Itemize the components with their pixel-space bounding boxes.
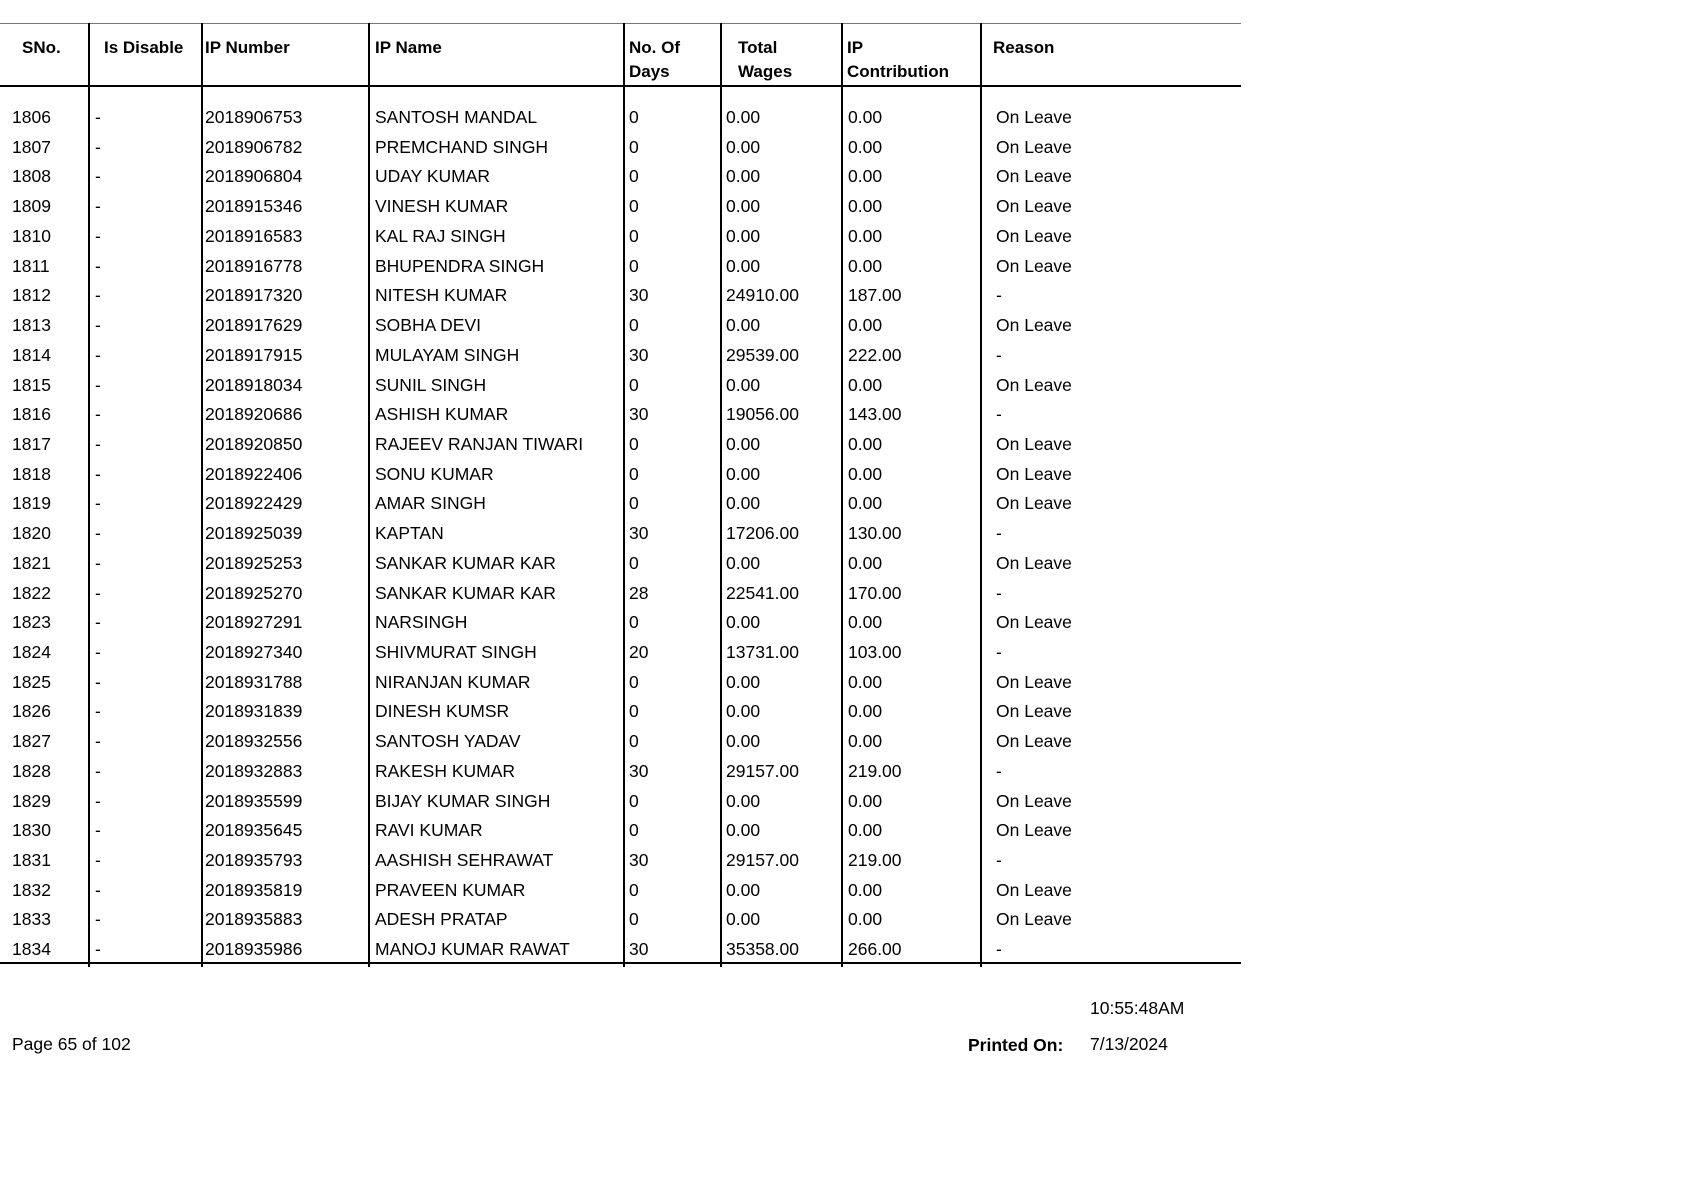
cell-days: 0: [629, 879, 639, 900]
cell-sno: 1815: [12, 374, 51, 395]
cell-wages: 29157.00: [726, 760, 799, 781]
cell-contribution: 0.00: [848, 731, 883, 752]
cell-disable: -: [95, 642, 101, 662]
cell-ip_name: SANKAR KUMAR KAR: [375, 552, 556, 573]
cell-disable: -: [95, 612, 101, 633]
cell-disable: -: [95, 196, 101, 217]
cell-ip_name: RAKESH KUMAR: [375, 760, 516, 781]
cell-days: 0: [629, 731, 639, 752]
cell-disable: -: [95, 433, 101, 454]
printed-time: 10:55:48AM: [1090, 998, 1185, 1018]
cell-sno: 1814: [12, 344, 51, 365]
cell-reason: On Leave: [996, 255, 1072, 276]
cell-ip_number: 2018935819: [205, 879, 303, 900]
cell-disable: -: [95, 255, 101, 276]
cell-days: 0: [629, 225, 639, 246]
cell-days: 0: [629, 374, 639, 395]
cell-wages: 0.00: [726, 463, 761, 484]
cell-disable: -: [95, 374, 101, 395]
cell-ip_name: ASHISH KUMAR: [375, 404, 509, 425]
cell-ip_number: 2018917629: [205, 315, 303, 335]
cell-reason: -: [996, 642, 1002, 662]
cell-ip_name: MANOJ KUMAR RAWAT: [375, 939, 570, 960]
cell-reason: -: [996, 523, 1002, 544]
cell-wages: 0.00: [726, 493, 761, 514]
cell-days: 0: [629, 433, 639, 454]
cell-ip_name: ADESH PRATAP: [375, 909, 508, 930]
cell-contribution: 187.00: [848, 285, 902, 306]
cell-ip_name: MULAYAM SINGH: [375, 344, 520, 365]
cell-contribution: 170.00: [848, 582, 902, 603]
cell-days: 0: [629, 552, 639, 573]
cell-contribution: 0.00: [848, 315, 883, 335]
cell-reason: On Leave: [996, 820, 1072, 841]
cell-reason: On Leave: [996, 612, 1072, 633]
cell-ip_number: 2018935986: [205, 939, 303, 960]
cell-disable: -: [95, 552, 101, 573]
cell-sno: 1818: [12, 463, 51, 484]
cell-days: 0: [629, 790, 639, 811]
cell-contribution: 0.00: [848, 879, 883, 900]
column-header-sno: SNo.: [22, 38, 61, 57]
cell-reason: On Leave: [996, 909, 1072, 930]
cell-reason: On Leave: [996, 701, 1072, 722]
cell-ip_number: 2018920686: [205, 404, 303, 425]
cell-sno: 1830: [12, 820, 51, 841]
cell-contribution: 0.00: [848, 671, 883, 692]
cell-disable: -: [95, 582, 101, 603]
cell-sno: 1822: [12, 582, 51, 603]
cell-ip_number: 2018925270: [205, 582, 303, 603]
column-divider: [368, 23, 370, 967]
cell-reason: On Leave: [996, 136, 1072, 157]
cell-wages: 0.00: [726, 612, 761, 633]
cell-days: 0: [629, 909, 639, 930]
cell-days: 0: [629, 315, 639, 335]
cell-reason: On Leave: [996, 463, 1072, 484]
table-bottom-border: [0, 962, 1241, 964]
cell-contribution: 0.00: [848, 255, 883, 276]
cell-sno: 1827: [12, 731, 51, 752]
cell-ip_number: 2018906782: [205, 136, 303, 157]
cell-contribution: 0.00: [848, 196, 883, 217]
cell-reason: On Leave: [996, 196, 1072, 217]
cell-ip_number: 2018927291: [205, 612, 303, 633]
cell-sno: 1812: [12, 285, 51, 306]
cell-wages: 0.00: [726, 166, 761, 187]
cell-ip_name: VINESH KUMAR: [375, 196, 509, 217]
cell-wages: 0.00: [726, 255, 761, 276]
cell-wages: 0.00: [726, 701, 761, 722]
cell-days: 0: [629, 493, 639, 514]
cell-days: 30: [629, 850, 649, 870]
cell-ip_name: RAJEEV RANJAN TIWARI: [375, 433, 584, 454]
cell-reason: -: [996, 939, 1002, 960]
cell-ip_name: SANTOSH YADAV: [375, 731, 521, 752]
cell-ip_number: 2018925253: [205, 552, 303, 573]
cell-ip_number: 2018931788: [205, 671, 303, 692]
cell-wages: 0.00: [726, 136, 761, 157]
cell-sno: 1807: [12, 136, 51, 157]
cell-contribution: 0.00: [848, 552, 883, 573]
cell-contribution: 219.00: [848, 850, 902, 870]
cell-disable: -: [95, 493, 101, 514]
cell-ip_name: RAVI KUMAR: [375, 820, 483, 841]
cell-wages: 0.00: [726, 107, 761, 127]
cell-ip_name: DINESH KUMSR: [375, 701, 510, 722]
cell-reason: On Leave: [996, 731, 1072, 752]
cell-ip_name: AMAR SINGH: [375, 493, 486, 514]
cell-ip_name: BHUPENDRA SINGH: [375, 255, 545, 276]
cell-ip_name: UDAY KUMAR: [375, 166, 491, 187]
cell-wages: 0.00: [726, 374, 761, 395]
cell-sno: 1829: [12, 790, 51, 811]
cell-days: 20: [629, 642, 649, 662]
cell-reason: -: [996, 760, 1002, 781]
cell-sno: 1833: [12, 909, 51, 930]
cell-ip_number: 2018935645: [205, 820, 303, 841]
cell-sno: 1810: [12, 225, 51, 246]
cell-ip_number: 2018906753: [205, 107, 303, 127]
cell-disable: -: [95, 523, 101, 544]
cell-reason: On Leave: [996, 790, 1072, 811]
cell-contribution: 0.00: [848, 909, 883, 930]
cell-wages: 0.00: [726, 731, 761, 752]
cell-reason: -: [996, 344, 1002, 365]
cell-ip_number: 2018906804: [205, 166, 303, 187]
cell-reason: -: [996, 285, 1002, 306]
cell-disable: -: [95, 760, 101, 781]
cell-sno: 1811: [12, 255, 50, 276]
cell-wages: 0.00: [726, 671, 761, 692]
cell-sno: 1817: [12, 433, 51, 454]
cell-contribution: 0.00: [848, 136, 883, 157]
cell-ip_number: 2018935793: [205, 850, 303, 870]
cell-contribution: 0.00: [848, 790, 883, 811]
cell-wages: 29539.00: [726, 344, 799, 365]
cell-ip_name: NITESH KUMAR: [375, 285, 508, 306]
cell-disable: -: [95, 939, 101, 960]
cell-ip_number: 2018931839: [205, 701, 303, 722]
cell-ip_name: BIJAY KUMAR SINGH: [375, 790, 551, 811]
cell-contribution: 103.00: [848, 642, 902, 662]
cell-contribution: 130.00: [848, 523, 902, 544]
cell-days: 0: [629, 612, 639, 633]
cell-sno: 1823: [12, 612, 51, 633]
cell-wages: 0.00: [726, 552, 761, 573]
cell-ip_number: 2018927340: [205, 642, 303, 662]
cell-contribution: 0.00: [848, 107, 883, 127]
cell-wages: 0.00: [726, 315, 761, 335]
cell-ip_name: SANKAR KUMAR KAR: [375, 582, 556, 603]
column-header-reason: Reason: [993, 38, 1055, 57]
cell-days: 30: [629, 760, 649, 781]
cell-wages: 0.00: [726, 790, 761, 811]
cell-days: 0: [629, 463, 639, 484]
cell-disable: -: [95, 879, 101, 900]
column-divider: [720, 23, 722, 967]
cell-wages: 13731.00: [726, 642, 799, 662]
cell-reason: On Leave: [996, 879, 1072, 900]
cell-days: 0: [629, 136, 639, 157]
cell-contribution: 222.00: [848, 344, 902, 365]
printed-date: 7/13/2024: [1090, 1034, 1168, 1054]
cell-ip_number: 2018935599: [205, 790, 303, 811]
cell-sno: 1813: [12, 315, 51, 335]
cell-ip_number: 2018917320: [205, 285, 303, 306]
cell-ip_name: KAL RAJ SINGH: [375, 225, 506, 246]
printed-on-label: Printed On:: [968, 1035, 1064, 1055]
cell-reason: On Leave: [996, 493, 1072, 514]
cell-disable: -: [95, 790, 101, 811]
cell-disable: -: [95, 820, 101, 841]
cell-disable: -: [95, 225, 101, 246]
cell-sno: 1816: [12, 404, 51, 425]
cell-ip_number: 2018935883: [205, 909, 303, 930]
cell-ip_number: 2018916583: [205, 225, 303, 246]
cell-reason: -: [996, 850, 1002, 870]
cell-ip_name: SHIVMURAT SINGH: [375, 642, 537, 662]
cell-sno: 1809: [12, 196, 51, 217]
cell-days: 30: [629, 344, 649, 365]
cell-wages: 0.00: [726, 225, 761, 246]
cell-reason: On Leave: [996, 107, 1072, 127]
cell-ip_number: 2018920850: [205, 433, 303, 454]
cell-days: 0: [629, 166, 639, 187]
cell-wages: 0.00: [726, 196, 761, 217]
cell-days: 0: [629, 820, 639, 841]
cell-wages: 35358.00: [726, 939, 799, 960]
cell-ip_number: 2018932883: [205, 760, 303, 781]
cell-wages: 19056.00: [726, 404, 799, 425]
cell-sno: 1819: [12, 493, 51, 514]
cell-reason: On Leave: [996, 225, 1072, 246]
cell-ip_name: KAPTAN: [375, 523, 444, 544]
column-divider: [88, 23, 90, 967]
cell-reason: On Leave: [996, 552, 1072, 573]
cell-sno: 1834: [12, 939, 51, 960]
cell-ip_name: NARSINGH: [375, 612, 468, 633]
cell-wages: 17206.00: [726, 523, 799, 544]
cell-ip_name: SUNIL SINGH: [375, 374, 487, 395]
cell-disable: -: [95, 731, 101, 752]
cell-sno: 1824: [12, 642, 51, 662]
cell-ip_name: PRAVEEN KUMAR: [375, 879, 526, 900]
cell-sno: 1806: [12, 107, 51, 127]
cell-ip_number: 2018922406: [205, 463, 303, 484]
cell-disable: -: [95, 463, 101, 484]
cell-ip_name: SANTOSH MANDAL: [375, 107, 538, 127]
cell-disable: -: [95, 315, 101, 335]
cell-days: 0: [629, 701, 639, 722]
cell-disable: -: [95, 344, 101, 365]
cell-contribution: 0.00: [848, 225, 883, 246]
cell-ip_name: NIRANJAN KUMAR: [375, 671, 531, 692]
cell-reason: -: [996, 582, 1002, 603]
cell-days: 0: [629, 671, 639, 692]
cell-reason: On Leave: [996, 315, 1072, 335]
column-divider: [841, 23, 843, 967]
cell-sno: 1828: [12, 760, 51, 781]
cell-disable: -: [95, 671, 101, 692]
cell-contribution: 219.00: [848, 760, 902, 781]
cell-ip_name: PREMCHAND SINGH: [375, 136, 549, 157]
cell-sno: 1832: [12, 879, 51, 900]
cell-days: 30: [629, 523, 649, 544]
cell-days: 0: [629, 255, 639, 276]
cell-ip_number: 2018925039: [205, 523, 303, 544]
column-header-contribution: IP Contribution: [847, 38, 949, 81]
cell-reason: On Leave: [996, 433, 1072, 454]
column-divider: [201, 23, 203, 967]
cell-wages: 0.00: [726, 909, 761, 930]
cell-ip_name: SOBHA DEVI: [375, 315, 482, 335]
cell-sno: 1831: [12, 850, 51, 870]
column-header-ip_name: IP Name: [375, 38, 442, 57]
cell-contribution: 0.00: [848, 612, 883, 633]
cell-days: 0: [629, 196, 639, 217]
cell-sno: 1826: [12, 701, 51, 722]
cell-reason: On Leave: [996, 374, 1072, 395]
cell-days: 28: [629, 582, 649, 603]
cell-days: 30: [629, 404, 649, 425]
column-divider: [980, 23, 982, 967]
cell-disable: -: [95, 107, 101, 127]
cell-disable: -: [95, 850, 101, 870]
cell-wages: 29157.00: [726, 850, 799, 870]
cell-disable: -: [95, 909, 101, 930]
cell-contribution: 0.00: [848, 820, 883, 841]
cell-ip_number: 2018918034: [205, 374, 303, 395]
cell-ip_number: 2018932556: [205, 731, 303, 752]
cell-wages: 0.00: [726, 820, 761, 841]
cell-contribution: 0.00: [848, 463, 883, 484]
column-header-disable: Is Disable: [104, 38, 184, 57]
cell-sno: 1825: [12, 671, 51, 692]
cell-disable: -: [95, 136, 101, 157]
cell-contribution: 266.00: [848, 939, 902, 960]
cell-wages: 0.00: [726, 879, 761, 900]
column-header-wages: Total Wages: [738, 38, 793, 81]
cell-wages: 24910.00: [726, 285, 799, 306]
header-bottom-border: [0, 85, 1241, 87]
cell-contribution: 0.00: [848, 374, 883, 395]
cell-days: 30: [629, 939, 649, 960]
cell-reason: On Leave: [996, 166, 1072, 187]
cell-contribution: 0.00: [848, 701, 883, 722]
cell-wages: 0.00: [726, 433, 761, 454]
cell-ip_number: 2018917915: [205, 344, 303, 365]
cell-reason: -: [996, 404, 1002, 425]
cell-disable: -: [95, 166, 101, 187]
cell-ip_number: 2018916778: [205, 255, 303, 276]
cell-disable: -: [95, 701, 101, 722]
table-top-border: [0, 23, 1241, 24]
cell-sno: 1821: [12, 552, 51, 573]
cell-days: 0: [629, 107, 639, 127]
cell-disable: -: [95, 404, 101, 425]
cell-ip_name: SONU KUMAR: [375, 463, 494, 484]
cell-ip_number: 2018922429: [205, 493, 303, 514]
page-number: Page 65 of 102: [12, 1034, 131, 1054]
cell-wages: 22541.00: [726, 582, 799, 603]
cell-contribution: 0.00: [848, 166, 883, 187]
cell-contribution: 0.00: [848, 493, 883, 514]
column-header-days: No. Of Days: [629, 38, 680, 81]
column-divider: [623, 23, 625, 967]
column-header-ip_number: IP Number: [205, 38, 290, 57]
cell-contribution: 143.00: [848, 404, 902, 425]
cell-ip_number: 2018915346: [205, 196, 303, 217]
cell-contribution: 0.00: [848, 433, 883, 454]
cell-disable: -: [95, 285, 101, 306]
cell-sno: 1820: [12, 523, 51, 544]
cell-ip_name: AASHISH SEHRAWAT: [375, 850, 554, 870]
cell-sno: 1808: [12, 166, 51, 187]
cell-reason: On Leave: [996, 671, 1072, 692]
cell-days: 30: [629, 285, 649, 306]
